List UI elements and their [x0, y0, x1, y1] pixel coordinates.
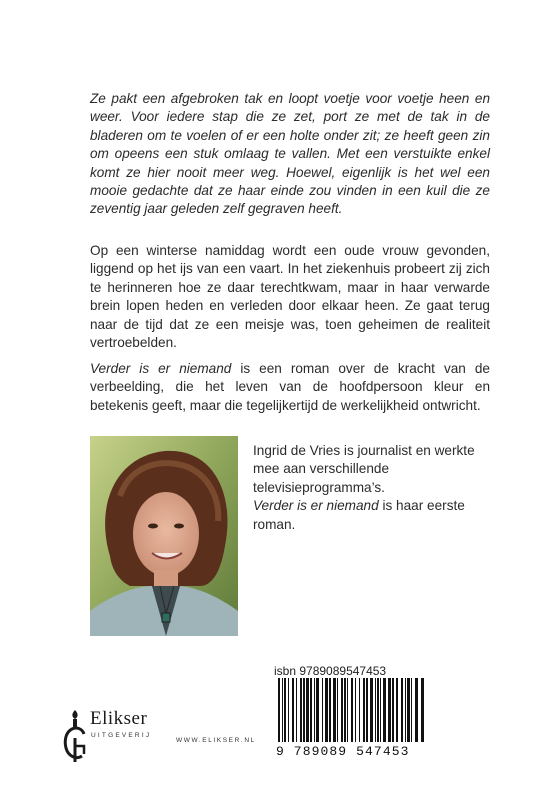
barcode-bars: [274, 678, 429, 748]
isbn-label: isbn 9789089547453: [274, 664, 387, 678]
author-bio: [253, 442, 493, 534]
intro-paragraph: Ze pakt een afgebroken tak en loopt voetje voor voetje heen en weer. Voor iedere stap die ze zet, port ze met de tak in de bladeren om te voelen of er een holte onder zit; ze heeft geen zin om opeens een stuk omlaag te vallen. Met een verstuikte enkel komt ze hier nooit meer weg. Hoewel, eigenlijk is het wel een mooie gedachte dat ze haar einde zou vinden in een kuil die ze zeventig jaar geleden zelf gegraven heeft.: [90, 91, 490, 217]
publisher-name: Elikser: [90, 708, 148, 729]
summary-book-title: Verder is er niemand: [90, 361, 232, 376]
publisher-logo-icon: [60, 708, 90, 764]
barcode: [274, 678, 429, 762]
author-bio-text: Ingrid de Vries is journalist en werkte mee aan verschillende televisieprogramma’s.: [253, 443, 475, 495]
summary-paragraph: [90, 360, 490, 415]
author-photo: [90, 436, 238, 636]
author-book-line: [253, 497, 493, 534]
author-book-text: is haar eerste roman.: [253, 498, 465, 532]
barcode-digits: 9 789089 547453: [276, 744, 410, 759]
summary-text: is een roman over de kracht van de verbeelding, die het leven van de hoofdpersoon kleur en betekenis geeft, maar die tegelijkertijd de werkelijkheid ontwricht.: [90, 361, 490, 413]
story-paragraph: Op een winterse namiddag wordt een oude vrouw gevonden, liggend op het ijs van een vaart. In het ziekenhuis probeert zij zich te herinneren hoe ze daar terechtkwam, maar in haar verwarde brein lopen heden en verleden door elkaar heen. Ze gaat terug naar de tijd dat ze een meisje was, toen geheimen de realiteit vertroebelden.: [90, 243, 490, 351]
publisher-logo: [60, 708, 170, 764]
publisher-subtitle: UITGEVERIJ: [91, 732, 152, 739]
publisher-website: WWW.ELIKSER.NL: [176, 737, 256, 744]
author-book-title: Verder is er niemand: [253, 498, 379, 514]
